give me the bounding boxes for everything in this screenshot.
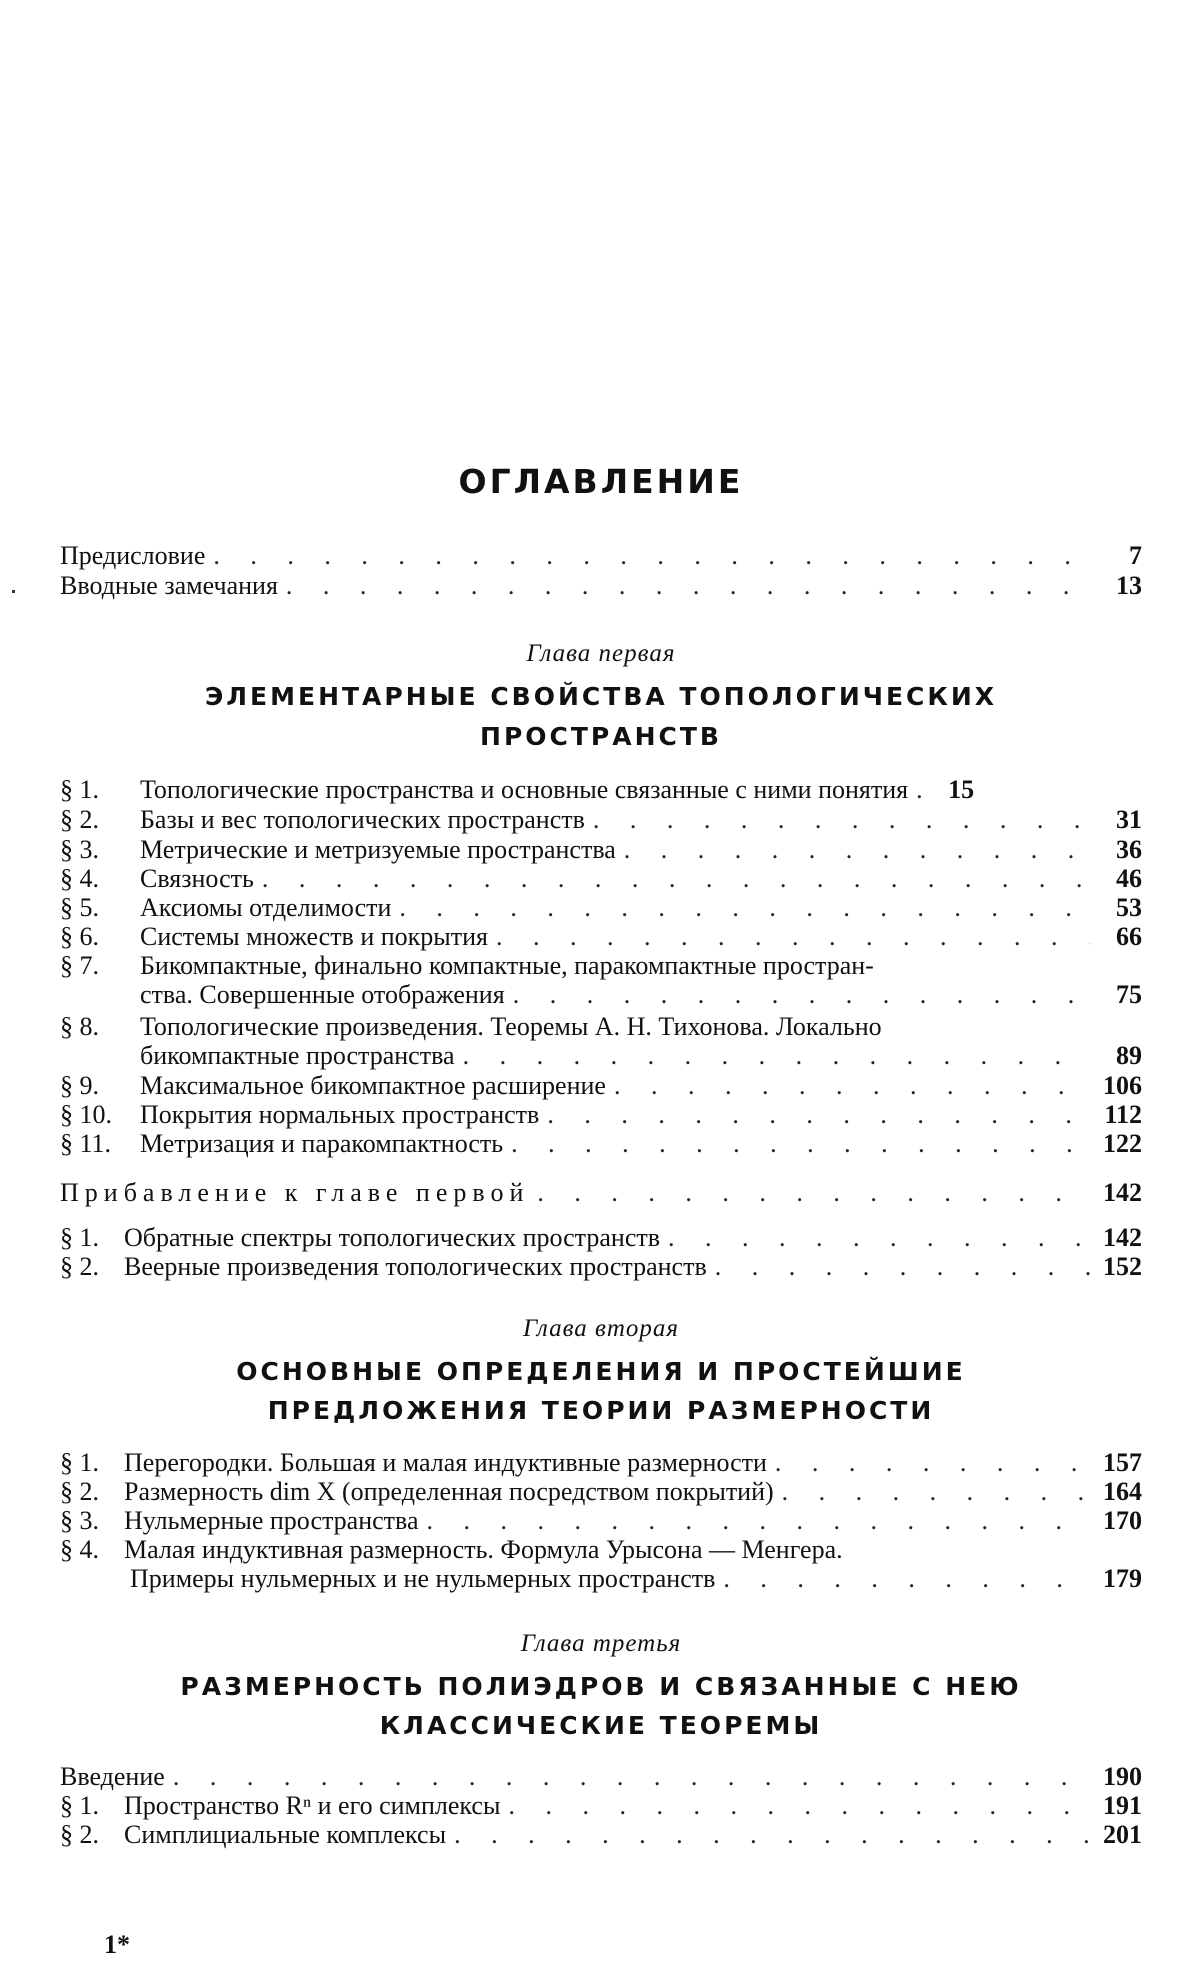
toc-entry[interactable] <box>60 1448 1142 1478</box>
page-number: 190 <box>1098 1762 1142 1792</box>
section-number: § 2. <box>60 1820 140 1850</box>
toc-entry[interactable] <box>60 775 1142 805</box>
entry-text: Размерность dim X (определенная посредством покрытий) <box>124 1477 774 1507</box>
entry-text: бикомпактные пространства <box>140 1041 455 1071</box>
leader-dots <box>723 1564 1090 1594</box>
section-number: § 4. <box>60 864 140 894</box>
entry-text: Веерные произведения топологических пространств <box>124 1252 707 1282</box>
leader-dots <box>537 1178 1090 1208</box>
entry-text: Метрические и метризуемые пространства <box>140 835 616 865</box>
toc-entry[interactable] <box>60 1100 1142 1130</box>
toc-entry[interactable] <box>60 1252 1142 1282</box>
toc-entry[interactable] <box>60 1477 1142 1507</box>
section-number: § 1. <box>60 1223 140 1253</box>
leader-dots <box>508 1791 1090 1821</box>
toc-entry[interactable] <box>60 922 1142 952</box>
section-number: § 3. <box>60 1506 140 1536</box>
toc-entry-continuation[interactable] <box>60 980 1142 1010</box>
leader-dots <box>454 1820 1090 1850</box>
toc-entry[interactable] <box>60 1012 1142 1042</box>
page-number: 106 <box>1098 1071 1142 1101</box>
page-number: 157 <box>1098 1448 1142 1478</box>
section-number: § 11. <box>60 1129 140 1159</box>
entry-text: Метризация и паракомпактность <box>140 1129 503 1159</box>
chapter-heading: ОСНОВНЫЕ ОПРЕДЕЛЕНИЯ И ПРОСТЕЙШИЕ <box>60 1357 1142 1386</box>
chapter-label: Глава первая <box>60 640 1142 668</box>
page-number: 170 <box>1098 1506 1142 1536</box>
chapter-heading: КЛАССИЧЕСКИЕ ТЕОРЕМЫ <box>60 1711 1142 1740</box>
margin-tick <box>12 590 15 593</box>
leader-dots <box>427 1506 1091 1536</box>
section-number: § 9. <box>60 1071 140 1101</box>
entry-text: Максимальное бикомпактное расширение <box>140 1071 606 1101</box>
leader-dots <box>463 1041 1090 1071</box>
entry-text-line1: Бикомпактные, финально компактные, паракомпактные простран- <box>140 951 1142 981</box>
page-number: 36 <box>1098 835 1142 865</box>
page-number: 66 <box>1098 922 1142 952</box>
section-number: § 10. <box>60 1100 140 1130</box>
toc-entry-continuation[interactable] <box>60 1041 1142 1071</box>
entry-text: Вводные замечания <box>60 571 278 601</box>
entry-text: Обратные спектры топологических пространств <box>124 1223 660 1253</box>
section-number: § 7. <box>60 951 140 981</box>
entry-text: Топологические пространства и основные связанные с ними понятия <box>140 775 908 805</box>
page-number: 142 <box>1098 1178 1142 1208</box>
entry-text: Перегородки. Большая и малая индуктивные размерности <box>124 1448 767 1478</box>
toc-entry-preface[interactable] <box>60 541 1142 571</box>
page-number: 179 <box>1098 1564 1142 1594</box>
entry-text: Покрытия нормальных пространств <box>140 1100 539 1130</box>
page-number: 13 <box>1098 571 1142 601</box>
entry-text-line1: Топологические произведения. Теоремы А. Н. Тихонова. Локально <box>140 1012 1142 1042</box>
section-number: § 4. <box>60 1535 140 1565</box>
leader-dots <box>916 775 922 805</box>
entry-text: Симплициальные комплексы <box>124 1820 446 1850</box>
toc-entry[interactable] <box>60 805 1142 835</box>
toc-page <box>60 0 1142 1968</box>
page-number: 89 <box>1098 1041 1142 1071</box>
leader-dots <box>399 893 1090 923</box>
entry-text: Аксиомы отделимости <box>140 893 391 923</box>
entry-text: Примеры нульмерных и не нульмерных пространств <box>130 1564 715 1594</box>
page-number: 122 <box>1098 1129 1142 1159</box>
toc-entry[interactable] <box>60 1129 1142 1159</box>
section-number: § 1. <box>60 1448 140 1478</box>
page-number: 53 <box>1098 893 1142 923</box>
toc-entry[interactable] <box>60 1223 1142 1253</box>
leader-dots <box>715 1252 1090 1282</box>
toc-entry[interactable] <box>60 1506 1142 1536</box>
toc-entry[interactable] <box>60 864 1142 894</box>
page-number: 112 <box>1098 1100 1142 1130</box>
toc-entry[interactable] <box>60 1791 1142 1821</box>
page-number: 201 <box>1098 1820 1142 1850</box>
section-number: § 2. <box>60 1252 140 1282</box>
section-number: § 5. <box>60 893 140 923</box>
entry-text: ства. Совершенные отображения <box>140 980 505 1010</box>
toc-entry-intro-remarks[interactable] <box>60 571 1142 601</box>
section-number: § 3. <box>60 835 140 865</box>
page-number: 164 <box>1098 1477 1142 1507</box>
leader-dots <box>173 1762 1090 1792</box>
section-number: § 2. <box>60 805 140 835</box>
toc-entry-appendix[interactable] <box>60 1178 1142 1208</box>
toc-entry[interactable] <box>60 1535 1142 1565</box>
chapter-label: Глава вторая <box>60 1315 1142 1343</box>
toc-entry[interactable] <box>60 835 1142 865</box>
page-number: 152 <box>1098 1252 1142 1282</box>
leader-dots <box>782 1477 1090 1507</box>
entry-text: Нульмерные пространства <box>124 1506 419 1536</box>
page-title: ОГЛАВЛЕНИЕ <box>60 462 1142 501</box>
entry-text: Системы множеств и покрытия <box>140 922 488 952</box>
leader-dots <box>511 1129 1090 1159</box>
page-number: 46 <box>1098 864 1142 894</box>
section-number: § 6. <box>60 922 140 952</box>
toc-entry[interactable] <box>60 1820 1142 1850</box>
toc-entry-introduction[interactable] <box>60 1762 1142 1792</box>
leader-dots <box>213 541 1090 571</box>
chapter-heading: ПРОСТРАНСТВ <box>60 722 1142 751</box>
chapter-heading: РАЗМЕРНОСТЬ ПОЛИЭДРОВ И СВЯЗАННЫЕ С НЕЮ <box>60 1672 1142 1701</box>
leader-dots <box>593 805 1090 835</box>
entry-text: Связность <box>140 864 254 894</box>
signature-mark: 1* <box>104 1930 130 1960</box>
section-number: § 1. <box>60 775 140 805</box>
toc-entry-continuation[interactable] <box>60 1564 1142 1594</box>
leader-dots <box>624 835 1090 865</box>
toc-entry[interactable] <box>60 1071 1142 1101</box>
entry-text: Прибавление к главе первой <box>60 1178 529 1208</box>
section-number: § 1. <box>60 1791 140 1821</box>
leader-dots <box>547 1100 1090 1130</box>
section-number: § 2. <box>60 1477 140 1507</box>
page-number: 15 <box>930 775 974 805</box>
toc-entry[interactable] <box>60 951 1142 981</box>
page-number: 7 <box>1098 541 1142 571</box>
chapter-heading: ПРЕДЛОЖЕНИЯ ТЕОРИИ РАЗМЕРНОСТИ <box>60 1396 1142 1425</box>
chapter-label: Глава третья <box>60 1630 1142 1658</box>
entry-text: Предисловие <box>60 541 205 571</box>
leader-dots <box>668 1223 1090 1253</box>
section-number: § 8. <box>60 1012 140 1042</box>
entry-text: Базы и вес топологических пространств <box>140 805 585 835</box>
chapter-heading: ЭЛЕМЕНТАРНЫЕ СВОЙСТВА ТОПОЛОГИЧЕСКИХ <box>60 682 1142 711</box>
leader-dots <box>513 980 1090 1010</box>
leader-dots <box>614 1071 1090 1101</box>
entry-text-line1: Малая индуктивная размерность. Формула Урысона — Менгера. <box>124 1535 1142 1565</box>
page-number: 191 <box>1098 1791 1142 1821</box>
entry-text: Пространство Rⁿ и его симплексы <box>124 1791 500 1821</box>
leader-dots <box>775 1448 1090 1478</box>
leader-dots <box>496 922 1090 952</box>
toc-entry[interactable] <box>60 893 1142 923</box>
page-number: 31 <box>1098 805 1142 835</box>
page-number: 75 <box>1098 980 1142 1010</box>
leader-dots <box>286 571 1090 601</box>
leader-dots <box>262 864 1090 894</box>
entry-text: Введение <box>60 1762 165 1792</box>
page-number: 142 <box>1098 1223 1142 1253</box>
